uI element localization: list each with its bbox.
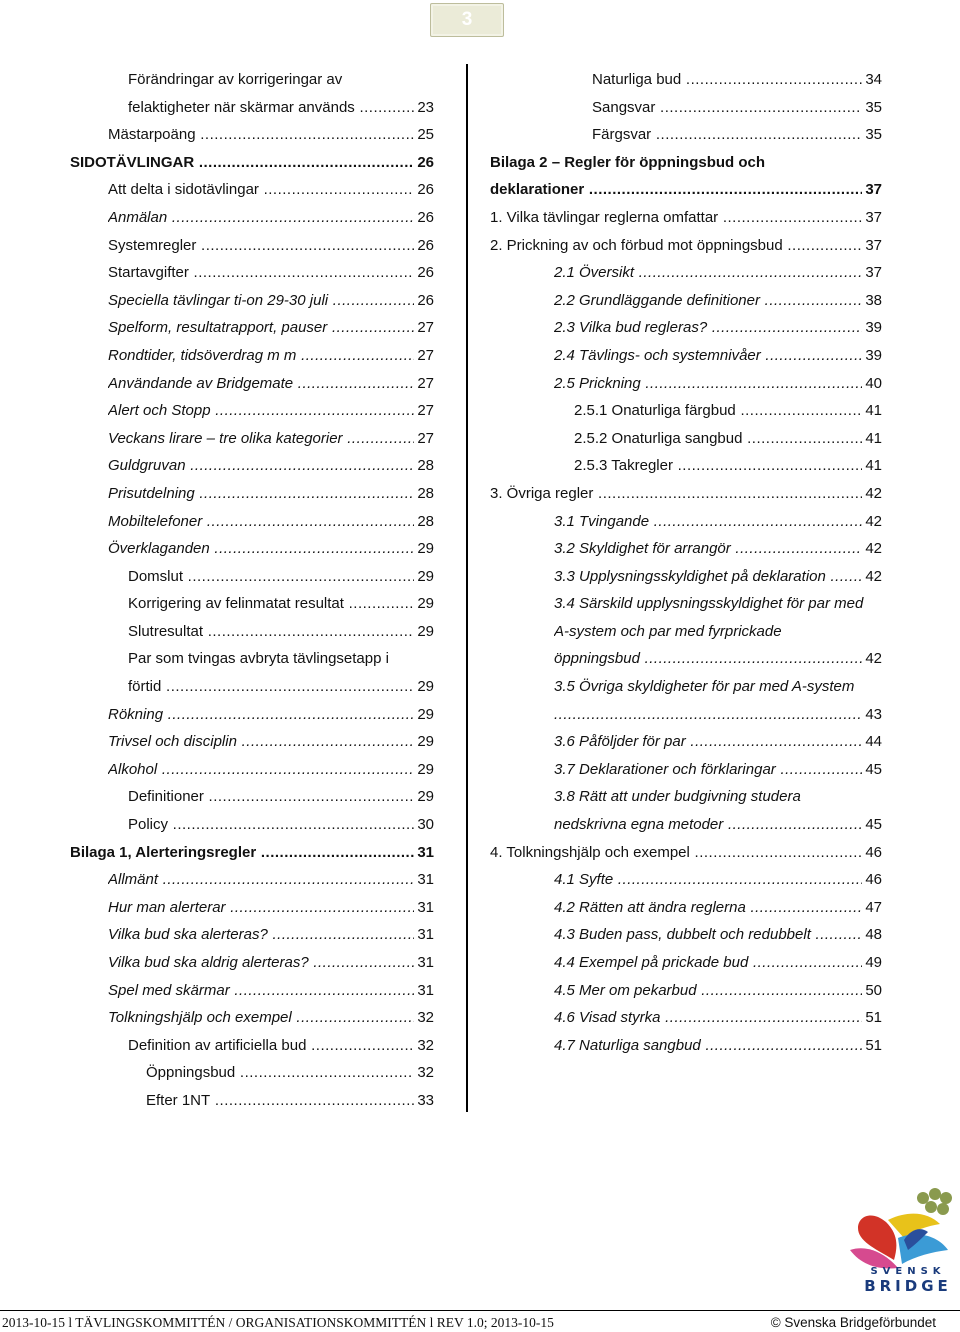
toc-entry-page: 37 [862,208,882,228]
toc-left-entry[interactable] [0,1059,434,1087]
toc-entry-page: 44 [862,732,882,752]
toc-entry-page: 26 [414,180,434,200]
toc-entry-title: 4.7 Naturliga sangbud ..... [554,1036,882,1056]
toc-right-entry[interactable] [490,618,890,646]
toc-entry-title: 2.5.2 Onaturliga sangbud ..... [574,429,882,449]
toc-left-entry[interactable] [0,618,434,646]
toc-entry-page: 45 [862,760,882,780]
toc-entry-title: Definitioner ..... [128,787,434,807]
toc-right-entry[interactable] [490,645,890,673]
toc-left-entry[interactable] [0,314,434,342]
toc-left-entry[interactable] [0,342,434,370]
toc-entry-page: 29 [414,705,434,725]
toc-entry-title: Att delta i sidotävlingar ..... [108,180,434,200]
toc-right-entry[interactable] [490,1032,890,1060]
toc-right-entry[interactable] [490,590,890,618]
page-number: 3 [461,9,473,30]
toc-left-entry[interactable] [0,783,434,811]
toc-entry-page: 41 [862,429,882,449]
toc-entry-title: 2.3 Vilka bud regleras? ..... [554,318,882,338]
toc-entry-page: 42 [862,567,882,587]
toc-left-entry[interactable] [0,866,434,894]
toc-entry-title: nedskrivna egna metoder ..... [554,815,882,835]
toc-entry-page: 43 [862,705,882,725]
toc-entry-page: 29 [414,787,434,807]
toc-right-entry[interactable] [490,425,890,453]
toc-entry-title: Startavgifter ..... [108,263,434,283]
toc-entry-title: Korrigering av felinmatat resultat ..... [128,594,434,614]
toc-entry-title [554,705,882,725]
toc-entry-title: 3.7 Deklarationer och förklaringar ..... [554,760,882,780]
toc-entry-page: 29 [414,567,434,587]
toc-left-entry[interactable] [0,397,434,425]
toc-left-entry[interactable] [0,287,434,315]
toc-right-entry[interactable] [490,66,890,94]
toc-entry-title: 3.2 Skyldighet för arrangör ..... [554,539,882,559]
logo-line2: BRIDGE [864,1277,952,1295]
toc-entry-page: 41 [862,401,882,421]
toc-entry-page: 29 [414,732,434,752]
toc-entry-title: Efter 1NT ..... [146,1091,434,1111]
toc-entry-title: 2.5.1 Onaturliga färgbud ..... [574,401,882,421]
toc-entry-title: 3.3 Upplysningsskyldighet på deklaration ..... [554,567,882,587]
page-footer [0,1310,960,1332]
toc-entry-title: deklarationer ..... [490,180,882,200]
toc-entry-page: 26 [414,153,434,173]
toc-left-entry[interactable] [0,370,434,398]
toc-entry-page: 51 [862,1036,882,1056]
toc-entry-title: förtid ..... [128,677,434,697]
toc-entry-title: 4.6 Visad styrka ..... [554,1008,882,1028]
toc-left-entry[interactable] [0,894,434,922]
toc-entry-title: felaktigheter när skärmar används ..... [128,98,434,118]
toc-left-entry[interactable] [0,1087,434,1115]
toc-entry-page: 28 [414,456,434,476]
toc-right-entry[interactable] [490,701,890,729]
toc-entry-title: 4. Tolkningshjälp och exempel ..... [490,843,882,863]
toc-entry-title: 1. Vilka tävlingar reglerna omfattar ..... [490,208,882,228]
toc-left-entry[interactable] [0,756,434,784]
toc-entry-page: 50 [862,981,882,1001]
toc-entry-page: 32 [414,1008,434,1028]
toc-left-entry[interactable] [0,204,434,232]
toc-right-entry[interactable] [490,480,890,508]
toc-left-entry[interactable] [0,921,434,949]
toc-right-entry[interactable] [490,259,890,287]
toc-right-entry[interactable] [490,866,890,894]
toc-right-entry[interactable] [490,314,890,342]
toc-right-entry[interactable] [490,508,890,536]
toc-right-entry[interactable] [490,121,890,149]
toc-left-entry[interactable] [0,1004,434,1032]
footer-copyright: © Svenska Bridgeförbundet [770,1315,936,1330]
toc-left-entry[interactable] [0,508,434,536]
toc-entry-page: 35 [862,98,882,118]
logo-line1: SVENSK [870,1266,946,1277]
toc-left-entry[interactable] [0,480,434,508]
toc-entry-title: Öppningsbud ..... [146,1063,434,1083]
toc-left-entry[interactable] [0,452,434,480]
toc-entry-page: 47 [862,898,882,918]
toc-right-entry[interactable] [490,783,890,811]
toc-entry-title: Domslut ..... [128,567,434,587]
toc-right-entry[interactable] [490,535,890,563]
toc-entry-title: Alkohol ..... [108,760,434,780]
toc-entry-title: Vilka bud ska aldrig alerteras? ..... [108,953,434,973]
toc-right-entry[interactable] [490,176,890,204]
toc-entry-page: 42 [862,649,882,669]
toc-left-entry[interactable] [0,94,434,122]
toc-entry-title: Sangsvar ..... [592,98,882,118]
toc-left-entry[interactable] [0,232,434,260]
toc-entry-page: 29 [414,539,434,559]
toc-entry-title: A-system och par med fyrprickade [554,622,882,642]
footer-left-text: 2013-10-15 l TÄVLINGSKOMMITTÉN / ORGANISATIONSKOMMITTÉN l REV 1.0; 2013-10-15 [2,1315,554,1330]
toc-right-entry[interactable] [490,839,890,867]
toc-left-entry[interactable] [0,811,434,839]
toc-entry-page: 27 [414,318,434,338]
toc-left-entry[interactable] [0,701,434,729]
toc-entry-page: 32 [414,1036,434,1056]
toc-entry-title: 3. Övriga regler ..... [490,484,882,504]
toc-entry-page: 39 [862,318,882,338]
toc-entry-title: 3.4 Särskild upplysningsskyldighet för par med [554,594,882,614]
page-number-box [430,3,504,37]
toc-entry-title: 4.3 Buden pass, dubbelt och redubbelt ..... [554,925,882,945]
toc-left-entry[interactable] [0,121,434,149]
toc-entry-page: 27 [414,374,434,394]
toc-right-column [490,66,890,1059]
toc-entry-page: 29 [414,622,434,642]
toc-entry-title: 3.8 Rätt att under budgivning studera [554,787,882,807]
svensk-bridge-wordmark [858,1266,958,1295]
toc-entry-page: 30 [414,815,434,835]
toc-entry-page: 51 [862,1008,882,1028]
toc-entry-page: 42 [862,484,882,504]
toc-entry-page: 37 [862,236,882,256]
toc-entry-page: 29 [414,594,434,614]
toc-left-entry[interactable] [0,1032,434,1060]
toc-entry-page: 37 [862,180,882,200]
toc-entry-title: Mästarpoäng ..... [108,125,434,145]
toc-entry-title: Par som tvingas avbryta tävlingsetapp i [128,649,434,669]
toc-entry-page: 27 [414,429,434,449]
toc-entry-title: 4.5 Mer om pekarbud ..... [554,981,882,1001]
toc-entry-title: öppningsbud ..... [554,649,882,669]
toc-entry-page: 31 [414,953,434,973]
toc-left-entry[interactable] [0,645,420,673]
toc-left-entry[interactable] [0,949,434,977]
toc-entry-title: Prisutdelning ..... [108,484,434,504]
toc-entry-page: 31 [414,870,434,890]
toc-entry-page: 42 [862,539,882,559]
toc-entry-title: Rökning ..... [108,705,434,725]
toc-entry-title: SIDOTÄVLINGAR ..... [70,153,434,173]
toc-entry-title: Anmälan ..... [108,208,434,228]
toc-entry-title: Rondtider, tidsöverdrag m m ..... [108,346,434,366]
toc-right-entry[interactable] [490,977,890,1005]
toc-left-entry[interactable] [0,66,420,94]
toc-entry-title: Vilka bud ska alerteras? ..... [108,925,434,945]
toc-right-entry[interactable] [490,894,890,922]
toc-left-entry[interactable] [0,176,434,204]
toc-entry-title: Spel med skärmar ..... [108,981,434,1001]
toc-right-entry[interactable] [490,370,890,398]
toc-entry-page: 26 [414,291,434,311]
toc-entry-page: 34 [862,70,882,90]
toc-right-entry[interactable] [490,397,890,425]
toc-entry-title: 3.6 Påföljder för par ..... [554,732,882,752]
toc-entry-page: 49 [862,953,882,973]
toc-entry-page: 31 [414,843,434,863]
toc-entry-page: 35 [862,125,882,145]
toc-left-entry[interactable] [0,149,434,177]
column-divider [466,64,468,1112]
toc-left-entry[interactable] [0,425,434,453]
toc-right-entry[interactable] [490,287,890,315]
toc-entry-title: 2.1 Översikt ..... [554,263,882,283]
toc-entry-title: Policy ..... [128,815,434,835]
toc-entry-title: 4.2 Rätten att ändra reglerna ..... [554,898,882,918]
toc-left-entry[interactable] [0,259,434,287]
toc-right-entry[interactable] [490,756,890,784]
toc-right-entry[interactable] [490,811,890,839]
toc-entry-title: Spelform, resultatrapport, pauser ..... [108,318,434,338]
toc-left-entry[interactable] [0,977,434,1005]
toc-entry-title: Hur man alerterar ..... [108,898,434,918]
toc-entry-title: 2. Prickning av och förbud mot öppningsbud ..... [490,236,882,256]
toc-entry-page: 23 [414,98,434,118]
toc-right-entry[interactable] [490,452,890,480]
toc-left-entry[interactable] [0,673,434,701]
toc-left-entry[interactable] [0,535,434,563]
toc-entry-title: Definition av artificiella bud ..... [128,1036,434,1056]
toc-entry-title: Veckans lirare – tre olika kategorier ..... [108,429,434,449]
toc-left-entry[interactable] [0,590,434,618]
toc-entry-page: 28 [414,512,434,532]
toc-entry-page: 26 [414,208,434,228]
toc-entry-page: 41 [862,456,882,476]
toc-entry-title: 2.4 Tävlings- och systemnivåer ..... [554,346,882,366]
toc-left-entry[interactable] [0,728,434,756]
toc-entry-page: 28 [414,484,434,504]
toc-entry-title: Speciella tävlingar ti-on 29-30 juli ..... [108,291,434,311]
toc-entry-page: 26 [414,236,434,256]
toc-left-entry[interactable] [0,563,434,591]
toc-entry-page: 33 [414,1091,434,1111]
toc-entry-page: 38 [862,291,882,311]
toc-entry-title: 2.5.3 Takregler ..... [574,456,882,476]
toc-entry-title: 3.1 Tvingande ..... [554,512,882,532]
toc-entry-page: 29 [414,677,434,697]
toc-entry-page: 39 [862,346,882,366]
toc-entry-title: Alert och Stopp ..... [108,401,434,421]
toc-right-entry[interactable] [490,673,890,701]
toc-right-entry[interactable] [490,342,890,370]
toc-entry-title: Trivsel och disciplin ..... [108,732,434,752]
toc-right-entry[interactable] [490,149,890,177]
toc-right-entry[interactable] [490,728,890,756]
toc-entry-page: 31 [414,898,434,918]
toc-entry-title: Överklaganden ..... [108,539,434,559]
toc-entry-title: 3.5 Övriga skyldigheter för par med A-system [554,677,882,697]
toc-entry-title: Mobiltelefoner ..... [108,512,434,532]
toc-left-column [0,66,434,1115]
toc-right-entry[interactable] [490,921,890,949]
toc-entry-title: Systemregler ..... [108,236,434,256]
toc-entry-page: 26 [414,263,434,283]
toc-entry-page: 27 [414,346,434,366]
toc-entry-title: Bilaga 2 – Regler för öppningsbud och [490,153,882,173]
toc-right-entry[interactable] [490,204,890,232]
toc-right-entry[interactable] [490,563,890,591]
toc-entry-page: 45 [862,815,882,835]
toc-entry-page: 42 [862,512,882,532]
toc-right-entry[interactable] [490,949,890,977]
toc-entry-title: Guldgruvan ..... [108,456,434,476]
toc-entry-title: 2.2 Grundläggande definitioner ..... [554,291,882,311]
toc-entry-title: 2.5 Prickning ..... [554,374,882,394]
toc-entry-page: 40 [862,374,882,394]
toc-entry-title: Tolkningshjälp och exempel ..... [108,1008,434,1028]
toc-entry-title: Användande av Bridgemate ..... [108,374,434,394]
toc-left-entry[interactable] [0,839,434,867]
toc-right-entry[interactable] [490,94,890,122]
toc-entry-page: 48 [862,925,882,945]
toc-entry-page: 31 [414,981,434,1001]
toc-entry-title: 4.4 Exempel på prickade bud ..... [554,953,882,973]
toc-entry-title: Allmänt ..... [108,870,434,890]
toc-entry-page: 25 [414,125,434,145]
toc-entry-page: 46 [862,870,882,890]
toc-entry-title: Färgsvar ..... [592,125,882,145]
toc-entry-page: 32 [414,1063,434,1083]
toc-entry-page: 29 [414,760,434,780]
toc-entry-page: 27 [414,401,434,421]
toc-entry-title: Naturliga bud ..... [592,70,882,90]
toc-entry-page: 31 [414,925,434,945]
toc-right-entry[interactable] [490,232,890,260]
toc-entry-page: 37 [862,263,882,283]
toc-right-entry[interactable] [490,1004,890,1032]
toc-entry-page: 46 [862,843,882,863]
toc-entry-title: Förändringar av korrigeringar av [128,70,434,90]
toc-entry-title: Slutresultat ..... [128,622,434,642]
toc-entry-title: 4.1 Syfte ..... [554,870,882,890]
toc-entry-title: Bilaga 1, Alerteringsregler ..... [70,843,434,863]
